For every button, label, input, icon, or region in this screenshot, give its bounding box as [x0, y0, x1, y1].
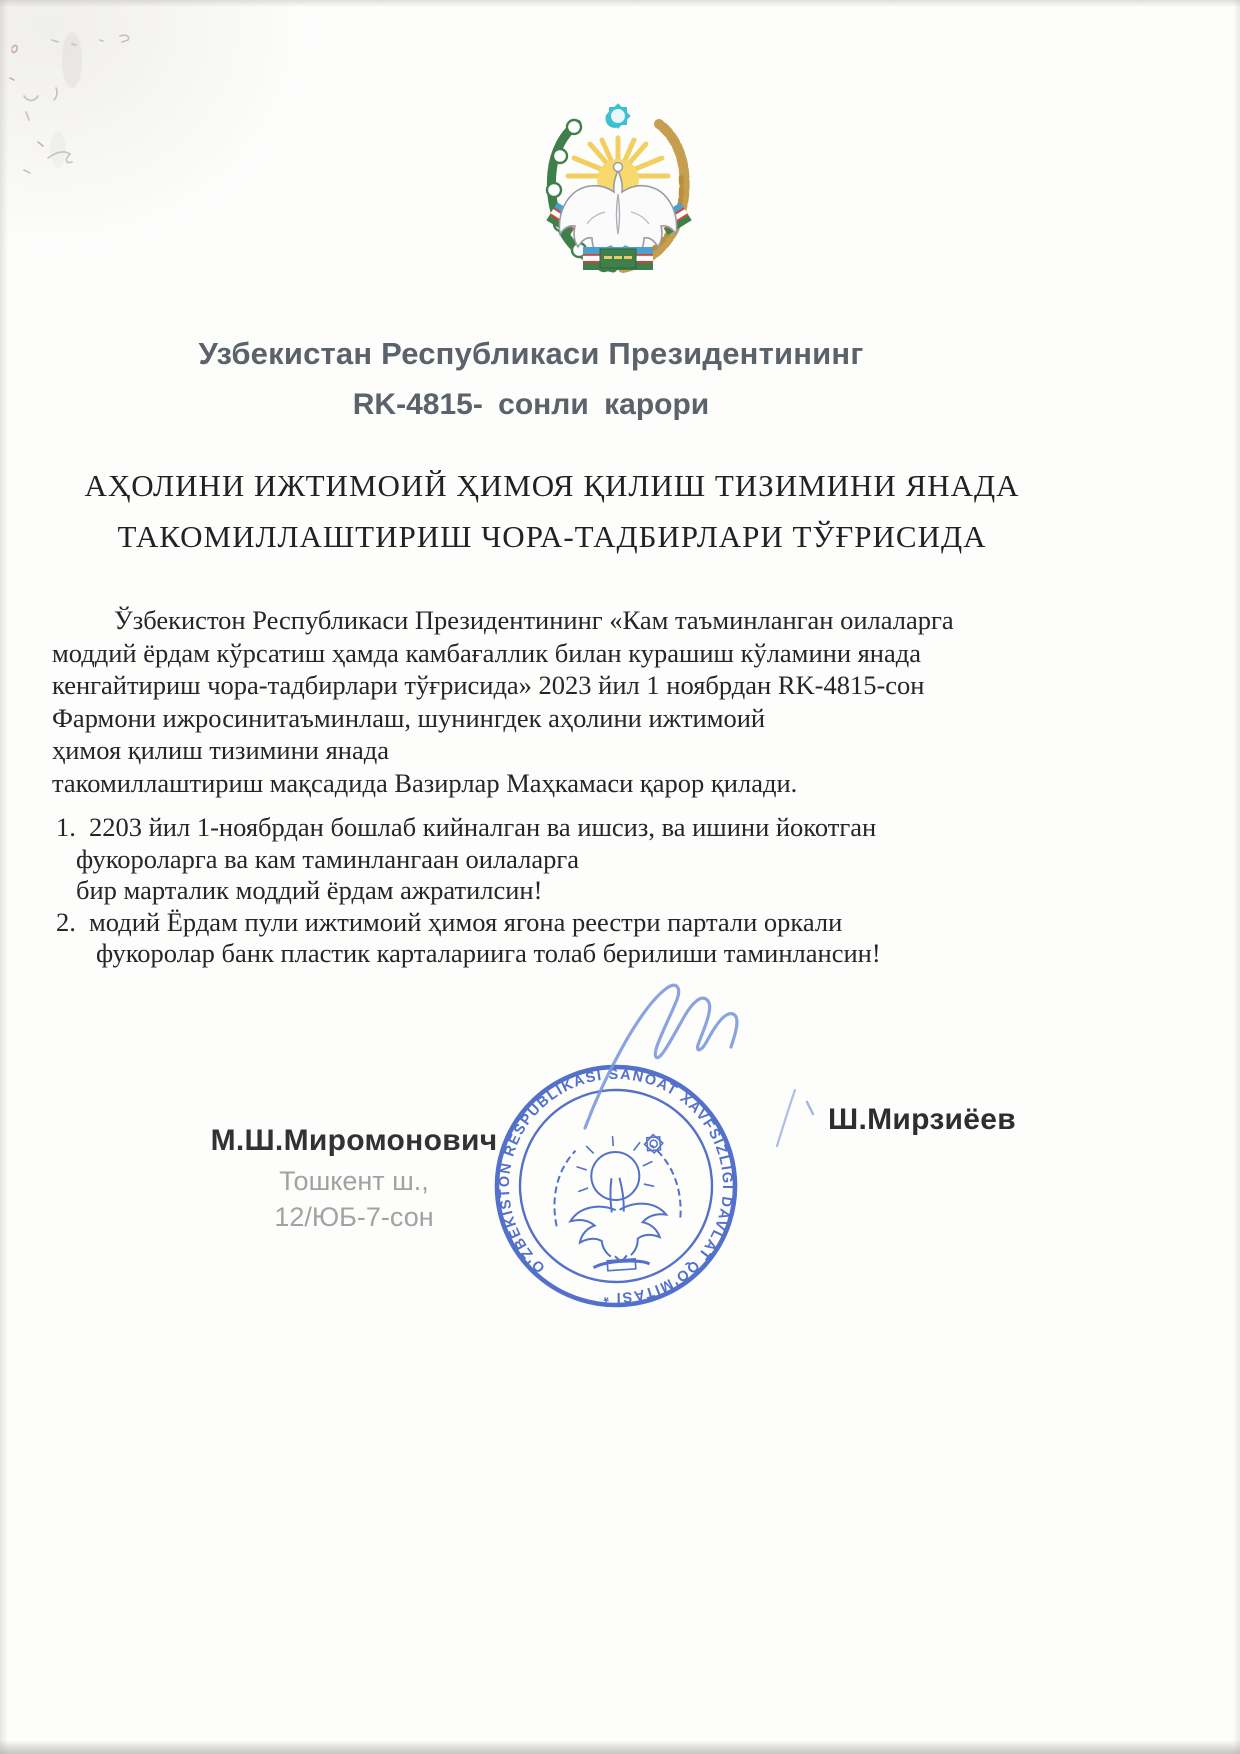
- signatory-name: М.Ш.Миромонович: [210, 1124, 498, 1157]
- signatory-reference-number: 12/ЮБ-7-сон: [274, 1202, 434, 1232]
- scan-edge-left: [0, 0, 8, 1754]
- preamble-line: кенгайтириш чора-тадбирлари тўғрисида» 2023 йил 1 ноябрдан RK-4815-сон: [52, 670, 925, 700]
- handwritten-signature: [555, 960, 825, 1155]
- crescent-star-icon: [605, 103, 630, 128]
- stamp-ring-text: O'ZBEKISTON RESPUBLIKASI SANOAT XAVFSIZLIGI DAVLAT QO'MITASI *: [496, 1066, 736, 1306]
- emblem-banner: [583, 247, 653, 270]
- preamble-line: ҳимоя қилиш тизимини янада: [52, 735, 389, 765]
- signatory-city: Тошкент ш.,: [279, 1166, 429, 1196]
- scan-edge-right: [1233, 0, 1240, 1754]
- uzbekistan-coat-of-arms-icon: [527, 100, 709, 275]
- item-number: 2.: [56, 906, 76, 937]
- decree-items: [56, 812, 1156, 970]
- heading-line: ТАКОМИЛЛАШТИРИШ ЧОРА-ТАДБИРЛАРИ ТЎҒРИСИДА: [117, 519, 987, 554]
- preamble-line: Фармони ижросинитаъминлаш, шунингдек аҳолини ижтимоий: [52, 702, 766, 733]
- decree-preamble: [52, 604, 1152, 799]
- item-line: фукороларга ва кам таминлангаан оилаларга: [76, 843, 580, 874]
- scan-edge-bottom: [0, 1740, 1240, 1754]
- item-line: 1. 2203 йил 1-ноябрдан бошлаб кийналган ва ишсиз, ва ишини йокотган: [56, 812, 877, 842]
- preamble-line: Ўзбекистон Республикаси Президентининг «Кам таъминланган оилаларга: [114, 605, 954, 635]
- preamble-line: моддий ёрдам кўрсатиш ҳамда камбағаллик билан курашиш кўламини янада: [52, 637, 922, 668]
- item-number: 1.: [56, 812, 76, 842]
- decree-title-block: [0, 336, 1062, 422]
- heading-line: АҲОЛИНИ ИЖТИМОИЙ ҲИМОЯ ҚИЛИШ ТИЗИМИНИ ЯНАДА: [84, 468, 1020, 503]
- decree-issuer-title: Узбекистан Республикаси Президентининг: [198, 336, 864, 371]
- left-signatory-block: [195, 1124, 513, 1233]
- right-signatory-name: Ш.Мирзиёев: [828, 1103, 1017, 1136]
- item-line: фукоролар банк пластик карталариига толаб берилиши таминлансин!: [96, 938, 881, 968]
- decree-subject-heading: [0, 460, 1104, 562]
- item-line: бир марталик моддий ёрдам ажратилсин!: [76, 875, 543, 905]
- decree-item: [56, 812, 1156, 907]
- preamble-line: такомиллаштириш мақсадида Вазирлар Маҳкамаси қарор қилади.: [52, 767, 798, 798]
- decree-number: RK-4815- сонли карори: [352, 388, 710, 421]
- item-line: 2. модий Ёрдам пули ижтимоий ҳимоя ягона реестри партали оркали: [56, 906, 843, 937]
- pencil-marks: [0, 0, 220, 210]
